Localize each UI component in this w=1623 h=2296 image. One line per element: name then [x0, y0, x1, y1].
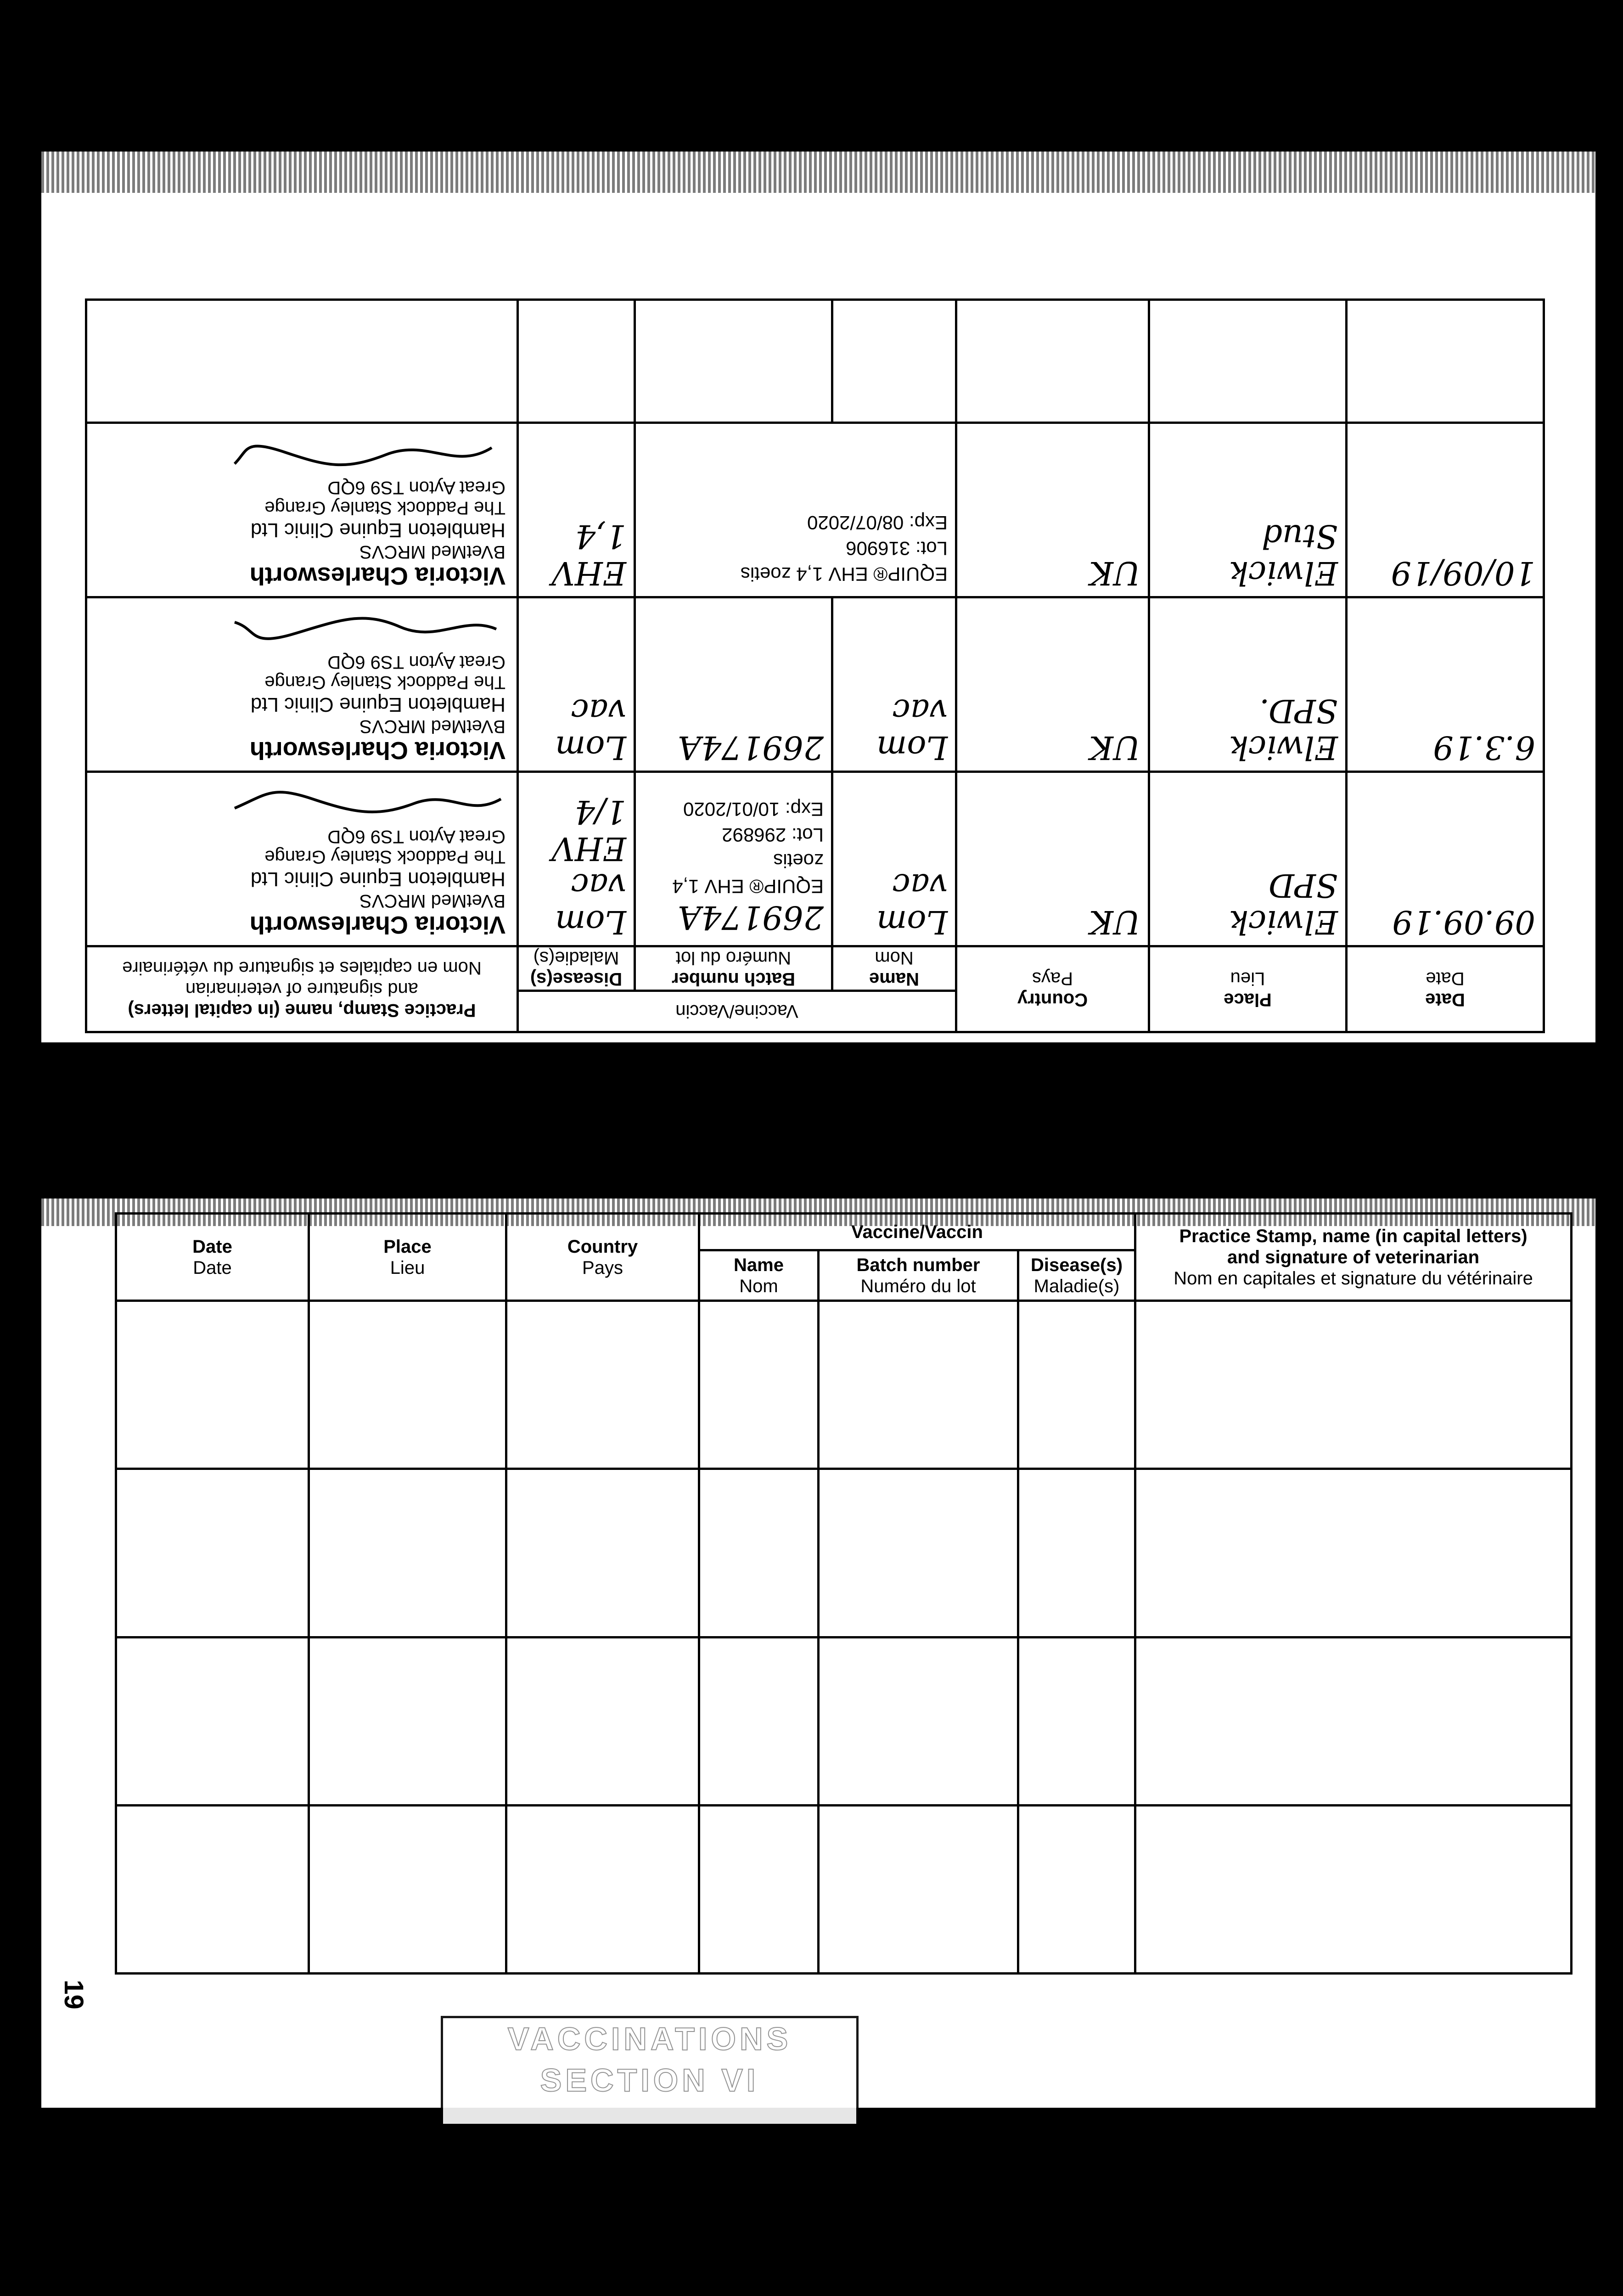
- batch-cell: [635, 772, 832, 946]
- date-cell[interactable]: [116, 1301, 309, 1469]
- date-header: Date Date: [116, 1214, 309, 1301]
- country-cell[interactable]: [506, 1301, 699, 1469]
- date-header: Date Date: [1347, 946, 1544, 1032]
- disease-cell: Lom vac EHV 1/4: [517, 772, 635, 946]
- country-cell: UK: [956, 597, 1149, 772]
- name-cell[interactable]: [699, 1637, 819, 1805]
- place-cell[interactable]: [309, 1805, 506, 1973]
- section-tab: [441, 2016, 859, 2126]
- table-row-empty: [116, 1469, 1572, 1637]
- page-number: 19: [58, 1980, 89, 2009]
- batch-cell[interactable]: [819, 1805, 1018, 1973]
- date-cell[interactable]: [1347, 300, 1544, 423]
- table-row-empty: [86, 300, 1544, 423]
- disease-cell: EHV 1,4: [517, 423, 635, 597]
- disease-cell[interactable]: [1018, 1469, 1135, 1637]
- date-cell[interactable]: [116, 1805, 309, 1973]
- table-row-empty: [116, 1301, 1572, 1469]
- batch-header: Batch number Numéro du lot: [819, 1250, 1018, 1301]
- batch-header: Batch number Numéro du lot: [635, 946, 832, 991]
- stamp-cell[interactable]: [1135, 1637, 1572, 1805]
- practice-stamp: Victoria Charlesworth BVetMed MRCVS Hambleton Equine Clinic Ltd The Paddock Stanley Grange Great Ayton TS9 6QD: [86, 772, 517, 946]
- section-tab-line2: SECTION VI: [540, 2062, 759, 2098]
- handwritten-batch: 269174A: [678, 899, 824, 936]
- name-cell: Lom vac: [832, 597, 956, 772]
- name-cell[interactable]: [699, 1805, 819, 1973]
- date-cell[interactable]: [116, 1637, 309, 1805]
- table-row: [86, 772, 1544, 946]
- country-cell[interactable]: [506, 1469, 699, 1637]
- table-row-empty: [116, 1805, 1572, 1973]
- upper-page-rotated: [41, 152, 1595, 1042]
- signature: [230, 611, 505, 647]
- table-row: [86, 423, 1544, 597]
- product-name: EQUIP® EHV 1,4 zoetis: [740, 563, 948, 585]
- batch-exp: Exp: 10/01/2020: [683, 799, 824, 820]
- disease-cell: Lom vac: [517, 597, 635, 772]
- disease-cell[interactable]: [1018, 1637, 1135, 1805]
- header-row: [86, 991, 1544, 1032]
- place-header: Place Lieu: [1149, 946, 1347, 1032]
- batch-cell[interactable]: [819, 1469, 1018, 1637]
- name-cell[interactable]: [699, 1301, 819, 1469]
- upper-page: [41, 152, 1595, 1042]
- name-cell[interactable]: [699, 1469, 819, 1637]
- place-cell: Elwick Stud: [1149, 423, 1347, 597]
- date-cell: 6.3.19: [1347, 597, 1544, 772]
- country-header: Country Pays: [956, 946, 1149, 1032]
- date-cell[interactable]: [116, 1469, 309, 1637]
- place-cell[interactable]: [309, 1469, 506, 1637]
- table-row-empty: [116, 1637, 1572, 1805]
- disease-cell[interactable]: [1018, 1301, 1135, 1469]
- stamp-cell[interactable]: [1135, 1805, 1572, 1973]
- lower-vaccination-table: [115, 1212, 1572, 1975]
- country-cell[interactable]: [506, 1805, 699, 1973]
- date-cell: 09.09.19: [1347, 772, 1544, 946]
- signature: [230, 785, 505, 822]
- place-cell[interactable]: [1149, 300, 1347, 423]
- disease-cell[interactable]: [1018, 1805, 1135, 1973]
- signature: [230, 436, 505, 473]
- batch-cell[interactable]: [635, 300, 832, 423]
- disease-header: Disease(s) Maladie(s): [1018, 1250, 1135, 1301]
- name-header: Name Nom: [699, 1250, 819, 1301]
- stamp-cell[interactable]: [1135, 1469, 1572, 1637]
- batch-lot: Lot: 316906: [846, 538, 948, 559]
- country-cell: UK: [956, 772, 1149, 946]
- stamp-header: Practice Stamp, name (in capital letters) and signature of veterinarian Nom en capitales et signature du vétérinaire: [86, 946, 517, 1032]
- header-row: [116, 1214, 1572, 1250]
- place-cell: Elwick SPD: [1149, 772, 1347, 946]
- place-header: Place Lieu: [309, 1214, 506, 1301]
- stamp-cell[interactable]: [1135, 1301, 1572, 1469]
- country-cell[interactable]: [506, 1637, 699, 1805]
- batch-exp: Exp: 08/07/2020: [807, 512, 948, 534]
- country-cell[interactable]: [956, 300, 1149, 423]
- name-cell: [832, 772, 956, 946]
- handwritten-name: Lom vac: [876, 867, 948, 941]
- batch-cell: 269174A: [635, 597, 832, 772]
- place-cell[interactable]: [309, 1637, 506, 1805]
- vaccine-header: Vaccine/Vaccin: [517, 991, 956, 1032]
- section-tab-line1: VACCINATIONS: [507, 2021, 792, 2057]
- lower-page: [41, 1199, 1595, 2108]
- disease-cell[interactable]: [517, 300, 635, 423]
- place-cell[interactable]: [309, 1301, 506, 1469]
- product-name: EQUIP® EHV 1,4 zoetis: [672, 850, 824, 897]
- country-cell: UK: [956, 423, 1149, 597]
- vaccine-header: Vaccine/Vaccin: [699, 1214, 1135, 1250]
- country-header: Country Pays: [506, 1214, 699, 1301]
- batch-lot: Lot: 296892: [722, 824, 824, 846]
- upper-vaccination-table: [85, 298, 1545, 1033]
- stamp-header: Practice Stamp, name (in capital letters) and signature of veterinarian Nom en capitales et signature du vétérinaire: [1135, 1214, 1572, 1301]
- date-cell: 10/09/19: [1347, 423, 1544, 597]
- name-header: Name Nom: [832, 946, 956, 991]
- place-cell: Elwick SPD.: [1149, 597, 1347, 772]
- table-row: [86, 597, 1544, 772]
- practice-stamp: Victoria Charlesworth BVetMed MRCVS Hambleton Equine Clinic Ltd The Paddock Stanley Grange Great Ayton TS9 6QD: [86, 423, 517, 597]
- practice-stamp: Victoria Charlesworth BVetMed MRCVS Hambleton Equine Clinic Ltd The Paddock Stanley Grange Great Ayton TS9 6QD: [86, 597, 517, 772]
- batch-cell[interactable]: [819, 1301, 1018, 1469]
- name-cell[interactable]: [832, 300, 956, 423]
- stamp-cell[interactable]: [86, 300, 517, 423]
- disease-header: Disease(s) Maladie(s): [517, 946, 635, 991]
- product-batch-cell: [635, 423, 956, 597]
- batch-cell[interactable]: [819, 1637, 1018, 1805]
